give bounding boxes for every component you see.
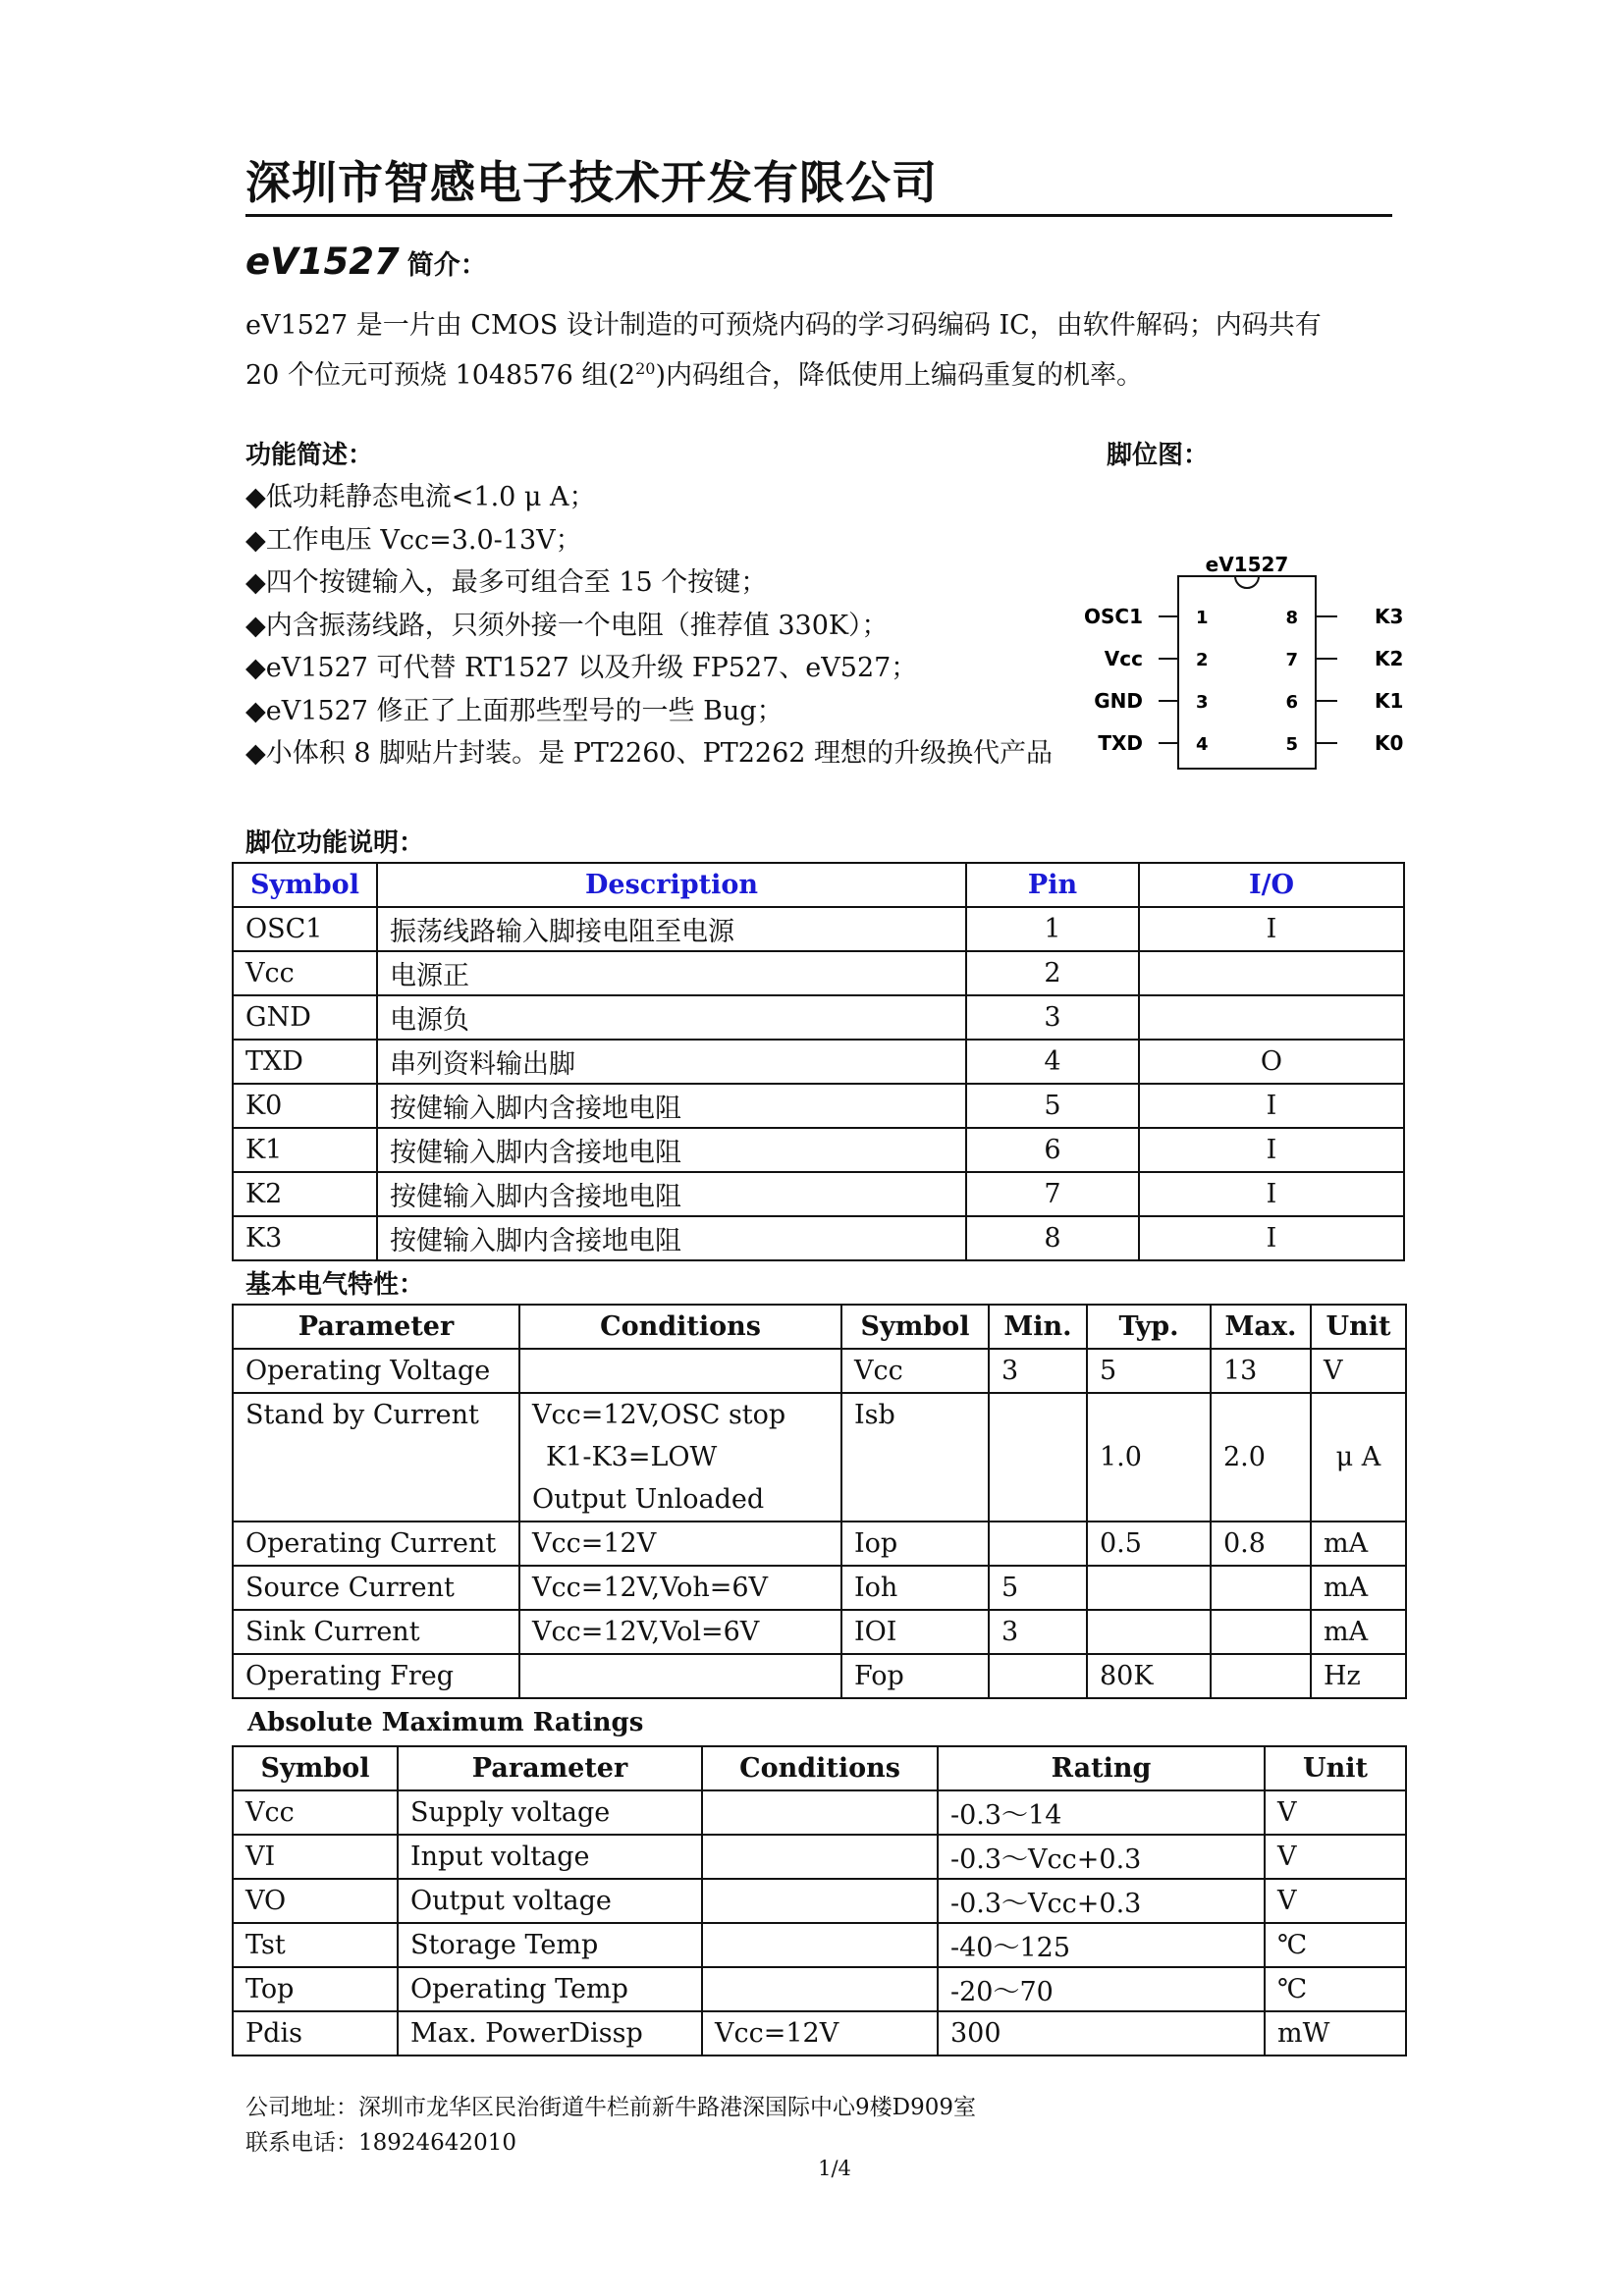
- cell: [989, 1522, 1087, 1566]
- cell: -20～70: [938, 1967, 1265, 2011]
- cell: [1087, 1610, 1211, 1654]
- cell: Tst: [233, 1923, 398, 1967]
- cell: Vcc=12V: [702, 2011, 938, 2056]
- cell: [989, 1393, 1087, 1522]
- company-name: 深圳市智感电子技术开发有限公司: [245, 156, 938, 209]
- table-row: [233, 907, 1404, 951]
- cell: [989, 1654, 1087, 1698]
- absolute-ratings-table: [232, 1745, 1407, 2056]
- cell: 串列资料输出脚: [377, 1040, 966, 1084]
- chip-notch: [1235, 576, 1259, 588]
- table-row: [233, 1835, 1406, 1879]
- table-header-row: [233, 1305, 1406, 1349]
- table-header-row: [233, 863, 1404, 907]
- cell: 按健输入脚内含接地电阻: [377, 1172, 966, 1216]
- cell: I: [1139, 1084, 1404, 1128]
- cell: 5: [1087, 1349, 1211, 1393]
- column-header: Pin: [966, 863, 1139, 907]
- cell: [702, 1967, 938, 2011]
- cell: [841, 1393, 989, 1522]
- cell: VO: [233, 1879, 398, 1923]
- column-header: Conditions: [702, 1746, 938, 1790]
- electrical-heading: 基本电气特性：: [245, 1270, 425, 1300]
- pin-function-table: [232, 862, 1405, 1261]
- column-header: Unit: [1311, 1305, 1406, 1349]
- feature-item: ◆工作电压 Vcc=3.0-13V；: [245, 524, 582, 556]
- feature-item: ◆四个按键输入，最多可组合至 15 个按键；: [245, 567, 768, 598]
- table-row: [233, 1393, 1406, 1522]
- cell: O: [1139, 1040, 1404, 1084]
- cell: [702, 1835, 938, 1879]
- features-heading: 功能简述：: [245, 441, 374, 470]
- cell: Source Current: [233, 1566, 519, 1610]
- cell: Vcc: [233, 1790, 398, 1835]
- column-header: Rating: [938, 1746, 1265, 1790]
- pin-label-txd: TXD: [1098, 731, 1143, 755]
- pin-number: 8: [1285, 608, 1298, 628]
- cell: Top: [233, 1967, 398, 2011]
- cell: Output voltage: [398, 1879, 702, 1923]
- cell: K3: [233, 1216, 377, 1260]
- table-row: [233, 1566, 1406, 1610]
- intro-paragraph: [245, 304, 1404, 398]
- cell: Storage Temp: [398, 1923, 702, 1967]
- cell: 7: [966, 1172, 1139, 1216]
- pin-label-k3: K3: [1375, 605, 1404, 628]
- table-row: [233, 1879, 1406, 1923]
- column-header: Min.: [989, 1305, 1087, 1349]
- cell: 5: [989, 1566, 1087, 1610]
- cell: 2.0: [1211, 1393, 1311, 1522]
- feature-list: [245, 476, 1053, 775]
- table-row: [233, 1967, 1406, 2011]
- cell: ℃: [1265, 1967, 1406, 2011]
- cell: [233, 1393, 519, 1522]
- cell: V: [1265, 1879, 1406, 1923]
- cell: [702, 1923, 938, 1967]
- cell: mA: [1311, 1610, 1406, 1654]
- pin-number: 1: [1196, 608, 1209, 628]
- cell: V: [1311, 1349, 1406, 1393]
- table-row: [233, 1610, 1406, 1654]
- cell: 按健输入脚内含接地电阻: [377, 1128, 966, 1172]
- table-row: [233, 1084, 1404, 1128]
- cell: [519, 1393, 841, 1522]
- pin-number: 5: [1285, 734, 1298, 755]
- cell: 3: [989, 1349, 1087, 1393]
- table-row: [233, 1522, 1406, 1566]
- cell: 2: [966, 951, 1139, 995]
- cell-text: K1-K3=LOW: [546, 1442, 718, 1472]
- pinout-heading: 脚位图：: [1107, 441, 1210, 470]
- column-header: Max.: [1211, 1305, 1311, 1349]
- cell: Operating Temp: [398, 1967, 702, 2011]
- cell-text: Isb: [854, 1400, 895, 1430]
- table-row: [233, 1172, 1404, 1216]
- cell: I: [1139, 1172, 1404, 1216]
- cell: Operating Current: [233, 1522, 519, 1566]
- feature-item: ◆低功耗静态电流<1.0 μ A；: [245, 482, 596, 512]
- pin-label-vcc: Vcc: [1104, 647, 1143, 670]
- cell: [702, 1790, 938, 1835]
- electrical-table: [232, 1304, 1407, 1699]
- table-row: [233, 1349, 1406, 1393]
- cell: 6: [966, 1128, 1139, 1172]
- pinout-diagram: [1080, 550, 1414, 785]
- intro-line-2: [245, 347, 1404, 398]
- cell: Operating Freg: [233, 1654, 519, 1698]
- cell: Supply voltage: [398, 1790, 702, 1835]
- cell: mW: [1265, 2011, 1406, 2056]
- feature-item: ◆小体积 8 脚贴片封装。是 PT2260、PT2262 理想的升级换代产品: [245, 738, 1054, 769]
- column-header: Unit: [1265, 1746, 1406, 1790]
- cell-text: Stand by Current: [245, 1400, 479, 1430]
- cell: Pdis: [233, 2011, 398, 2056]
- pin-function-heading: 脚位功能说明：: [245, 828, 425, 858]
- cell: I: [1139, 1216, 1404, 1260]
- column-header: Conditions: [519, 1305, 841, 1349]
- cell: -40～125: [938, 1923, 1265, 1967]
- cell: 80K: [1087, 1654, 1211, 1698]
- feature-item: ◆eV1527 修正了上面那些型号的一些 Bug；: [245, 695, 784, 726]
- cell: [1211, 1566, 1311, 1610]
- product-heading: [245, 240, 487, 283]
- cell: [702, 1879, 938, 1923]
- column-header: I/O: [1139, 863, 1404, 907]
- pin-number: 6: [1285, 692, 1298, 713]
- cell: Sink Current: [233, 1610, 519, 1654]
- cell: Vcc=12V: [519, 1522, 841, 1566]
- product-name: eV1527: [245, 240, 400, 283]
- cell-text: Vcc=12V,OSC stop: [532, 1400, 786, 1430]
- intro-superscript: 20: [635, 359, 656, 378]
- cell: Vcc=12V,Vol=6V: [519, 1610, 841, 1654]
- cell: V: [1265, 1835, 1406, 1879]
- table-row: [233, 951, 1404, 995]
- cell: [519, 1349, 841, 1393]
- cell: Operating Voltage: [233, 1349, 519, 1393]
- table-row: [233, 1128, 1404, 1172]
- cell: mA: [1311, 1566, 1406, 1610]
- cell: mA: [1311, 1522, 1406, 1566]
- cell: GND: [233, 995, 377, 1040]
- cell: -0.3～Vcc+0.3: [938, 1879, 1265, 1923]
- cell: Ioh: [841, 1566, 989, 1610]
- pin-label-osc1: OSC1: [1084, 605, 1143, 628]
- cell: OSC1: [233, 907, 377, 951]
- cell: [1211, 1610, 1311, 1654]
- column-header: Description: [377, 863, 966, 907]
- footer-phone: 联系电话：18924642010: [245, 2130, 516, 2156]
- footer-address: 公司地址：深圳市龙华区民治街道牛栏前新牛路港深国际中心9楼D909室: [245, 2095, 976, 2120]
- intro-line-1: eV1527 是一片由 CMOS 设计制造的可预烧内码的学习码编码 IC，由软件解码；内码共有: [245, 310, 1322, 341]
- product-heading-suffix: 简介：: [406, 250, 487, 281]
- cell: 8: [966, 1216, 1139, 1260]
- pin-number: 3: [1196, 692, 1209, 713]
- cell: [1087, 1566, 1211, 1610]
- column-header: Symbol: [233, 1746, 398, 1790]
- cell: IOI: [841, 1610, 989, 1654]
- cell: -0.3～Vcc+0.3: [938, 1835, 1265, 1879]
- cell: 5: [966, 1084, 1139, 1128]
- pin-label-k1: K1: [1375, 689, 1404, 713]
- column-header: Parameter: [398, 1746, 702, 1790]
- pin-number: 2: [1196, 650, 1209, 670]
- cell: [1211, 1654, 1311, 1698]
- cell: Vcc: [233, 951, 377, 995]
- pin-number: 4: [1196, 734, 1209, 755]
- cell: K1: [233, 1128, 377, 1172]
- intro-line-2b: )内码组合，降低使用上编码重复的机率。: [655, 360, 1143, 391]
- cell: [1139, 995, 1404, 1040]
- table-row: [233, 1040, 1404, 1084]
- column-header: Parameter: [233, 1305, 519, 1349]
- chip-label: eV1527: [1205, 553, 1289, 576]
- cell: I: [1139, 907, 1404, 951]
- cell: -0.3～14: [938, 1790, 1265, 1835]
- feature-item: ◆内含振荡线路，只须外接一个电阻（推荐值 330K）；: [245, 610, 889, 641]
- header-rule: [245, 214, 1392, 217]
- cell: 13: [1211, 1349, 1311, 1393]
- cell: [519, 1654, 841, 1698]
- cell: Vcc: [841, 1349, 989, 1393]
- pin-label-k0: K0: [1375, 731, 1404, 755]
- cell: Max. PowerDissp: [398, 2011, 702, 2056]
- feature-item: ◆eV1527 可代替 RT1527 以及升级 FP527、eV527；: [245, 653, 918, 683]
- absolute-heading: Absolute Maximum Ratings: [247, 1708, 644, 1737]
- cell: 300: [938, 2011, 1265, 2056]
- table-row: [233, 1923, 1406, 1967]
- pin-label-gnd: GND: [1094, 689, 1143, 713]
- cell: Vcc=12V,Voh=6V: [519, 1566, 841, 1610]
- column-header: Symbol: [233, 863, 377, 907]
- cell: μ A: [1311, 1393, 1406, 1522]
- cell: ℃: [1265, 1923, 1406, 1967]
- cell: 电源正: [377, 951, 966, 995]
- table-header-row: [233, 1746, 1406, 1790]
- column-header: Typ.: [1087, 1305, 1211, 1349]
- intro-line-2a: 20 个位元可预烧 1048576 组(2: [245, 360, 636, 391]
- table-row: [233, 995, 1404, 1040]
- cell: Fop: [841, 1654, 989, 1698]
- cell: I: [1139, 1128, 1404, 1172]
- cell: 1: [966, 907, 1139, 951]
- cell: Input voltage: [398, 1835, 702, 1879]
- cell: VI: [233, 1835, 398, 1879]
- cell: Iop: [841, 1522, 989, 1566]
- cell: 1.0: [1087, 1393, 1211, 1522]
- cell: [1139, 951, 1404, 995]
- cell: K2: [233, 1172, 377, 1216]
- cell: 电源负: [377, 995, 966, 1040]
- cell: 按健输入脚内含接地电阻: [377, 1216, 966, 1260]
- cell: Hz: [1311, 1654, 1406, 1698]
- cell: 4: [966, 1040, 1139, 1084]
- cell: 0.8: [1211, 1522, 1311, 1566]
- cell: V: [1265, 1790, 1406, 1835]
- pin-label-k2: K2: [1375, 647, 1404, 670]
- cell: 按健输入脚内含接地电阻: [377, 1084, 966, 1128]
- pin-number: 7: [1285, 650, 1298, 670]
- table-row: [233, 2011, 1406, 2056]
- cell-text: Output Unloaded: [532, 1484, 765, 1515]
- cell: K0: [233, 1084, 377, 1128]
- table-row: [233, 1790, 1406, 1835]
- cell: 3: [966, 995, 1139, 1040]
- cell: 3: [989, 1610, 1087, 1654]
- cell: 0.5: [1087, 1522, 1211, 1566]
- cell: 振荡线路输入脚接电阻至电源: [377, 907, 966, 951]
- page-number: 1/4: [818, 2157, 851, 2180]
- cell: TXD: [233, 1040, 377, 1084]
- column-header: Symbol: [841, 1305, 989, 1349]
- table-row: [233, 1654, 1406, 1698]
- table-row: [233, 1216, 1404, 1260]
